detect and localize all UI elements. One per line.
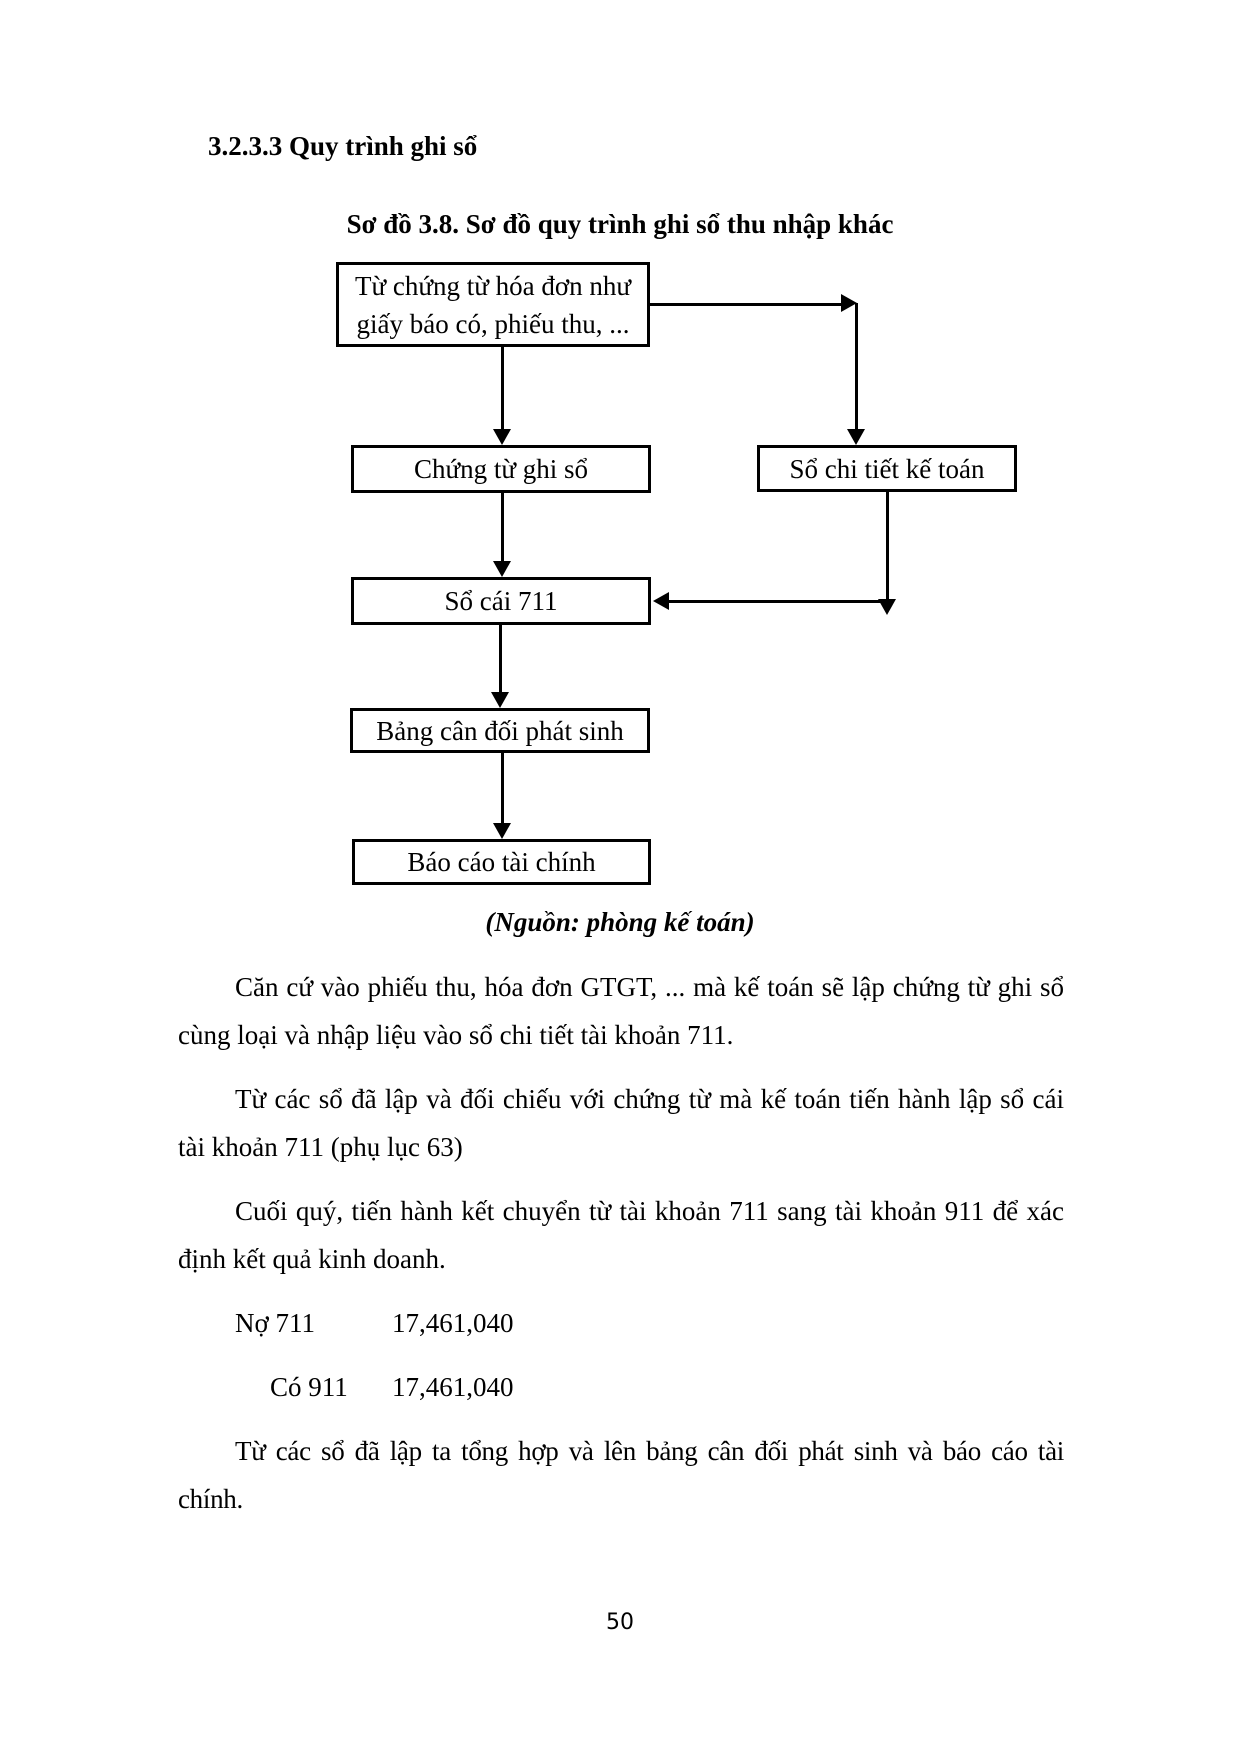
arrowhead-down-icon: [493, 823, 511, 839]
entry-amount: 17,461,040: [392, 1308, 514, 1338]
connector-line: [650, 303, 842, 306]
section-heading: 3.2.3.3 Quy trình ghi sổ: [208, 131, 478, 161]
box-label: Sổ chi tiết kế toán: [789, 453, 985, 484]
entry-account: Có 911: [270, 1372, 348, 1402]
page-number: 50: [606, 1610, 634, 1635]
arrowhead-down-icon: [493, 561, 511, 577]
entry-amount: 17,461,040: [392, 1372, 514, 1402]
arrowhead-left-icon: [653, 592, 669, 610]
body-text: [178, 963, 1064, 1539]
connector-line: [499, 625, 502, 692]
entry-account: Nợ 711: [235, 1308, 316, 1338]
flowchart-box-so-cai-711: [351, 577, 651, 625]
arrowhead-down-icon: [493, 429, 511, 445]
box-label: Báo cáo tài chính: [407, 847, 596, 877]
flowchart-box-chung-tu-ghi-so: [351, 445, 651, 493]
paragraph: Từ các sổ đã lập ta tổng hợp và lên bảng cân đối phát sinh và báo cáo tài chính.: [178, 1436, 1064, 1514]
connector-line: [855, 303, 858, 429]
paragraph: Từ các sổ đã lập và đối chiếu với chứng từ mà kế toán tiến hành lập sổ cái tài khoản 711 (phụ lục 63): [178, 1084, 1064, 1162]
journal-entry-debit: [178, 1299, 1064, 1347]
paragraph: Cuối quý, tiến hành kết chuyển từ tài khoản 711 sang tài khoản 911 để xác định kết quả kinh doanh.: [178, 1196, 1064, 1274]
flowchart-box-bang-can-doi-phat-sinh: [350, 708, 650, 753]
connector-line: [501, 753, 504, 823]
arrowhead-down-icon: [491, 692, 509, 708]
connector-line: [669, 600, 888, 603]
connector-line: [501, 493, 504, 561]
flowchart-box-source-documents: [336, 262, 650, 347]
box-label-line: giấy báo có, phiếu thu, ...: [356, 308, 630, 339]
box-label-line: Từ chứng từ hóa đơn như: [354, 270, 632, 301]
flowchart-box-bao-cao-tai-chinh: [352, 839, 651, 885]
diagram-source-note: (Nguồn: phòng kế toán): [485, 907, 755, 937]
connector-line: [501, 347, 504, 429]
diagram-title: Sơ đồ 3.8. Sơ đồ quy trình ghi sổ thu nhập khác: [346, 209, 894, 239]
box-label: Sổ cái 711: [444, 586, 558, 616]
flowchart-box-so-chi-tiet-ke-toan: [757, 445, 1017, 492]
arrowhead-down-icon: [847, 429, 865, 445]
paragraph: Căn cứ vào phiếu thu, hóa đơn GTGT, ... mà kế toán sẽ lập chứng từ ghi sổ cùng loại và nhập liệu vào sổ chi tiết tài khoản 711.: [178, 972, 1064, 1050]
connector-line: [886, 492, 889, 599]
box-label: Bảng cân đối phát sinh: [376, 715, 624, 746]
journal-entry-credit: [178, 1363, 1064, 1411]
box-label: Chứng từ ghi sổ: [413, 454, 589, 484]
